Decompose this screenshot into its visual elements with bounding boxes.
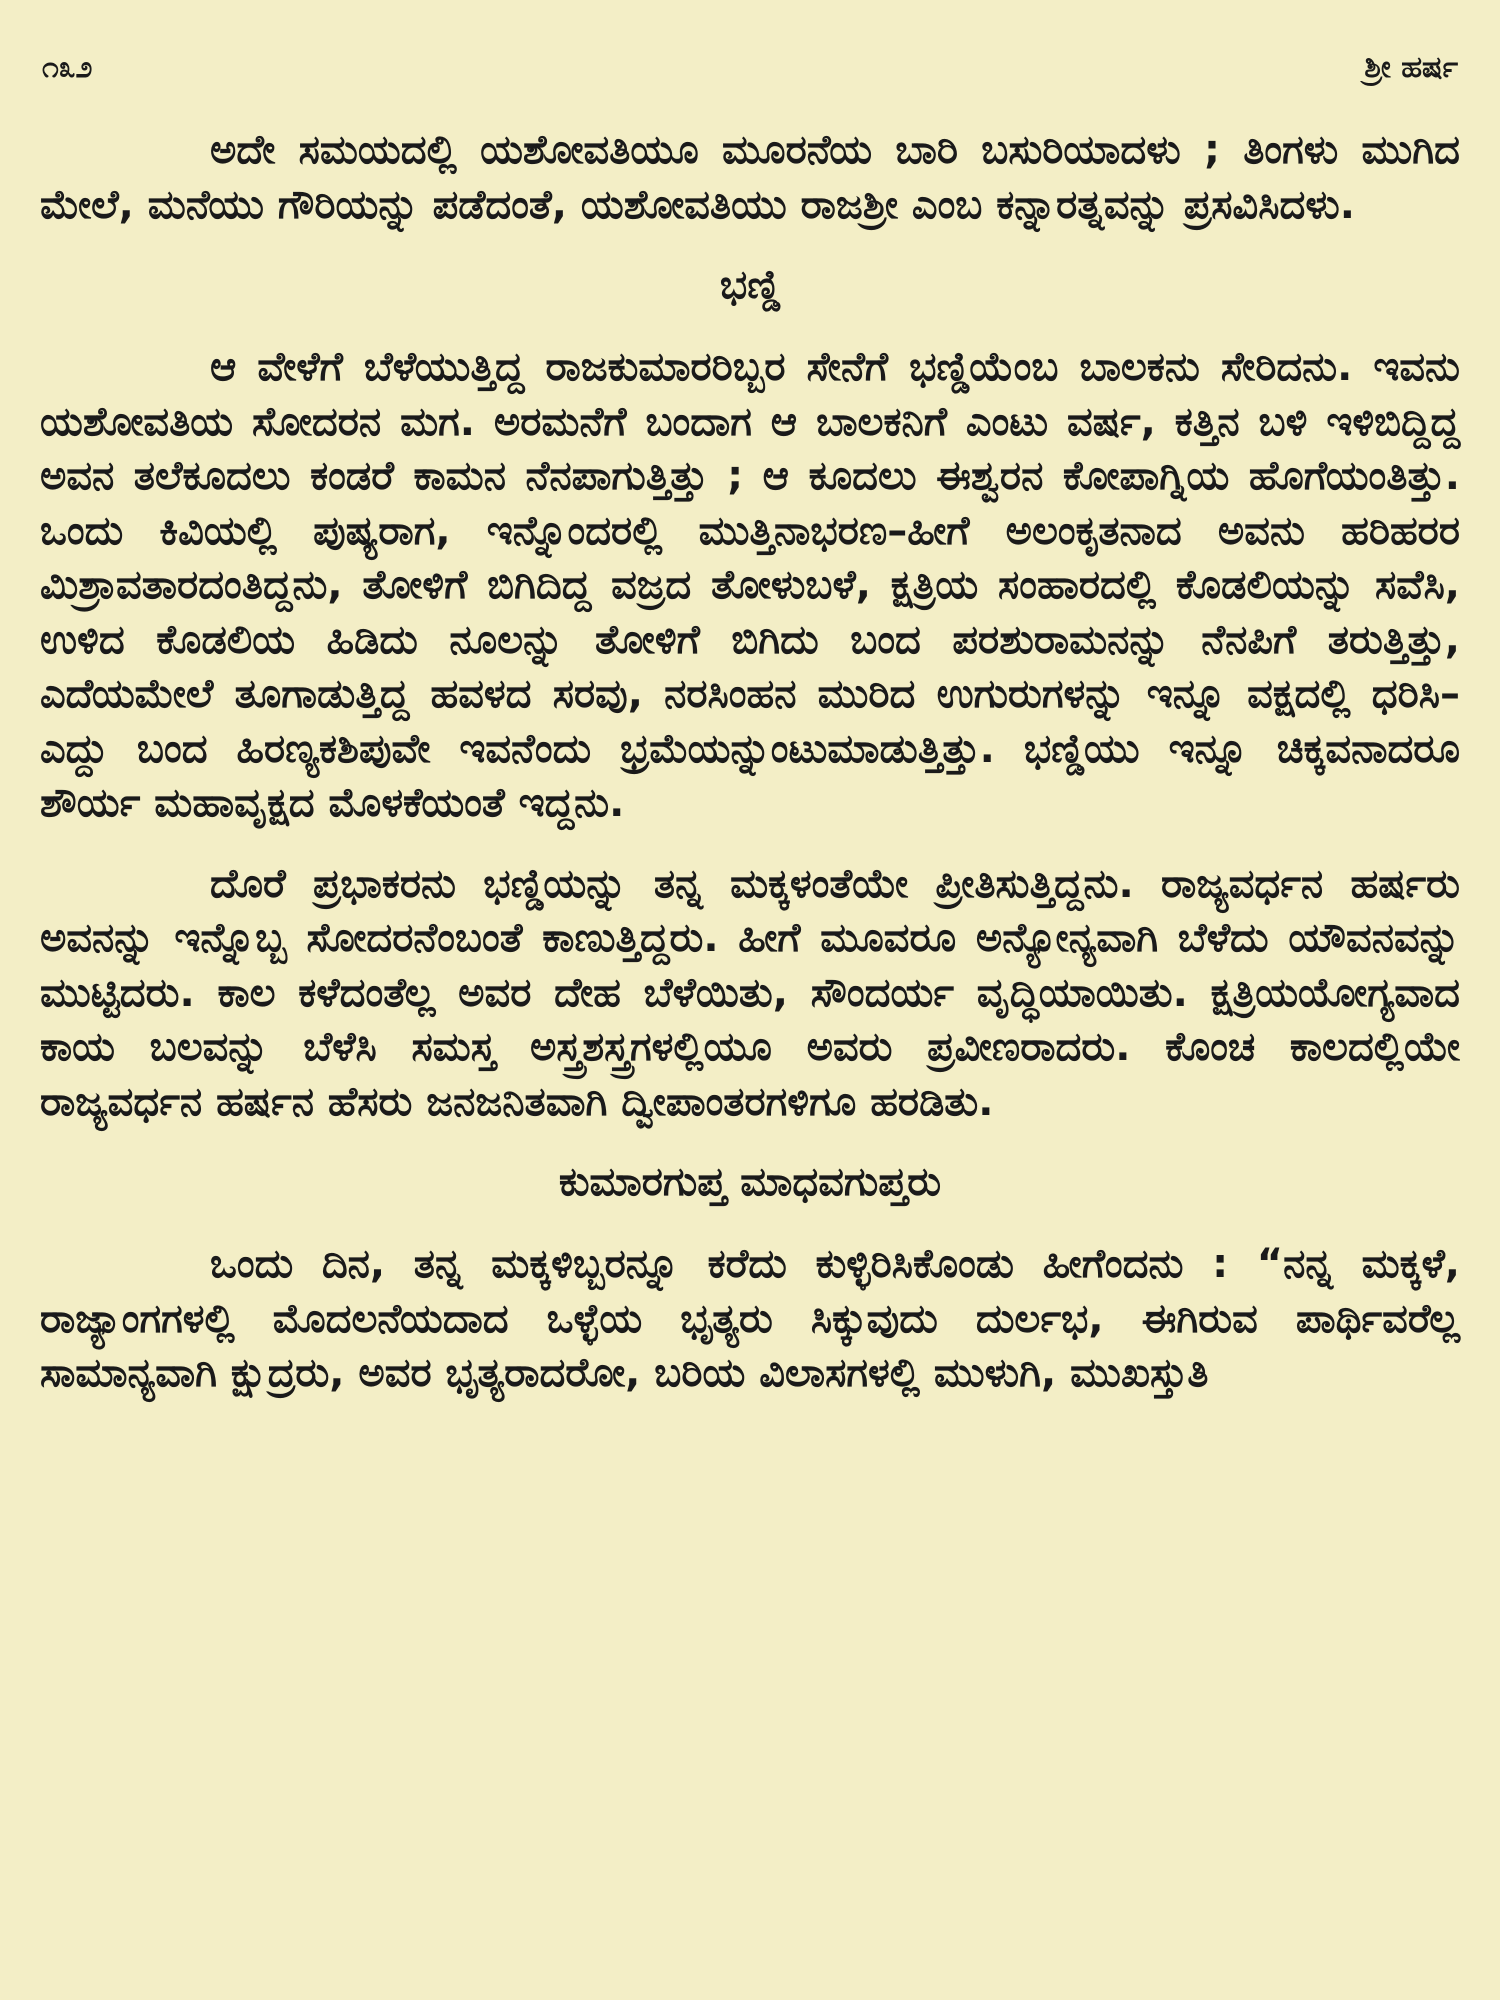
paragraph-three-brothers: ದೊರೆ ಪ್ರಭಾಕರನು ಭಣ್ಡಿಯನ್ನು ತನ್ನ ಮಕ್ಕಳಂತೆಯೇ ಪ್ರೀತಿಸುತ್ತಿದ್ದನು. ರಾಜ್ಯವರ್ಧನ ಹರ್ಷರು ಅವನನ್ನು ಇನ್ನೊಬ್ಬ ಸೋದರನೆಂಬಂತೆ ಕಾಣುತ್ತಿದ್ದರು. ಹೀಗೆ ಮೂವರೂ ಅನ್ಯೋನ್ಯವಾಗಿ ಬೆಳೆದು ಯೌವನವನ್ನು ಮುಟ್ಟಿದರು. ಕಾಲ ಕಳೆದಂತೆಲ್ಲ ಅವರ ದೇಹ ಬೆಳೆಯಿತು, ಸೌಂದರ್ಯ ವೃದ್ಧಿಯಾಯಿತು. ಕ್ಷತ್ರಿಯಯೋಗ್ಯವಾದ ಕಾಯ ಬಲವನ್ನು ಬೆಳೆಸಿ ಸಮಸ್ತ ಅಸ್ತ್ರಶಸ್ತ್ರಗಳಲ್ಲಿಯೂ ಅವರು ಪ್ರವೀಣರಾದರು. ಕೊಂಚ ಕಾಲದಲ್ಲಿಯೇ ರಾಜ್ಯವರ್ಧನ ಹರ್ಷನ ಹೆಸರು ಜನಜನಿತವಾಗಿ ದ್ವೀಪಾಂತರಗಳಿಗೂ ಹರಡಿತು. bbox=[40, 860, 1460, 1125]
page-number: ೧೩೨ bbox=[42, 50, 93, 85]
page-header bbox=[40, 50, 1460, 85]
paragraph-rajashri-birth: ಅದೇ ಸಮಯದಲ್ಲಿ ಯಶೋವತಿಯೂ ಮೂರನೆಯ ಬಾರಿ ಬಸುರಿಯಾದಳು ; ತಿಂಗಳು ಮುಗಿದ ಮೇಲೆ, ಮನೆಯು ಗೌರಿಯನ್ನು ಪಡೆದಂತೆ, ಯಶೋವತಿಯು ರಾಜಶ್ರೀ ಎಂಬ ಕನ್ನಾರತ್ನವನ್ನು ಪ್ರಸವಿಸಿದಳು. bbox=[40, 127, 1460, 228]
running-title: ಶ್ರೀ ಹರ್ಷ bbox=[1364, 50, 1458, 85]
section-heading-bhandi: ಭಣ್ಡಿ bbox=[719, 262, 781, 308]
paragraph-bhandi-description: ಆ ವೇಳೆಗೆ ಬೆಳೆಯುತ್ತಿದ್ದ ರಾಜಕುಮಾರರಿಬ್ಬರ ಸೇನೆಗೆ ಭಣ್ಡಿಯೆಂಬ ಬಾಲಕನು ಸೇರಿದನು. ಇವನು ಯಶೋವತಿಯ ಸೋದರನ ಮಗ. ಅರಮನೆಗೆ ಬಂದಾಗ ಆ ಬಾಲಕನಿಗೆ ಎಂಟು ವರ್ಷ, ಕತ್ತಿನ ಬಳಿ ಇಳಿಬಿದ್ದಿದ್ದ ಅವನ ತಲೆಕೂದಲು ಕಂಡರೆ ಕಾಮನ ನೆನಪಾಗುತ್ತಿತ್ತು ; ಆ ಕೂದಲು ಈಶ್ವರನ ಕೋಪಾಗ್ನಿಯ ಹೊಗೆಯಂತಿತ್ತು. ಒಂದು ಕಿವಿಯಲ್ಲಿ ಪುಷ್ಯರಾಗ, ಇನ್ನೊಂದರಲ್ಲಿ ಮುತ್ತಿನಾಭರಣ–ಹೀಗೆ ಅಲಂಕೃತನಾದ ಅವನು ಹರಿಹರರ ಮಿಶ್ರಾವತಾರದಂತಿದ್ದನು, ತೋಳಿಗೆ ಬಿಗಿದಿದ್ದ ವಜ್ರದ ತೋಳುಬಳೆ, ಕ್ಷತ್ರಿಯ ಸಂಹಾರದಲ್ಲಿ ಕೊಡಲಿಯನ್ನು ಸವೆಸಿ, ಉಳಿದ ಕೊಡಲಿಯ ಹಿಡಿದು ನೂಲನ್ನು ತೋಳಿಗೆ ಬಿಗಿದು ಬಂದ ಪರಶುರಾಮನನ್ನು ನೆನಪಿಗೆ ತರುತ್ತಿತ್ತು, ಎದೆಯಮೇಲೆ ತೂಗಾಡುತ್ತಿದ್ದ ಹವಳದ ಸರವು, ನರಸಿಂಹನ ಮುರಿದ ಉಗುರುಗಳನ್ನು ಇನ್ನೂ ವಕ್ಷದಲ್ಲಿ ಧರಿಸಿ–ಎದ್ದು ಬಂದ ಹಿರಣ್ಯಕಶಿಪುವೇ ಇವನೆಂದು ಭ್ರಮೆಯನ್ನುಂಟುಮಾಡುತ್ತಿತ್ತು. ಭಣ್ಡಿಯು ಇನ್ನೂ ಚಿಕ್ಕವನಾದರೂ ಶೌರ್ಯ ಮಹಾವೃಕ್ಷದ ಮೊಳಕೆಯಂತೆ ಇದ್ದನು. bbox=[40, 344, 1460, 826]
paragraph-king-speech: ಒಂದು ದಿನ, ತನ್ನ ಮಕ್ಕಳಿಬ್ಬರನ್ನೂ ಕರೆದು ಕುಳ್ಳಿರಿಸಿಕೊಂಡು ಹೀಗೆಂದನು : “ನನ್ನ ಮಕ್ಕಳೆ, ರಾಜ್ಯಾಂಗಗಳಲ್ಲಿ ಮೊದಲನೆಯದಾದ ಒಳ್ಳೆಯ ಭೃತ್ಯರು ಸಿಕ್ಕುವುದು ದುರ್ಲಭ, ಈಗಿರುವ ಪಾರ್ಥಿವರೆಲ್ಲ ಸಾಮಾನ್ಯವಾಗಿ ಕ್ಷುದ್ರರು, ಅವರ ಭೃತ್ಯರಾದರೋ, ಬರಿಯ ವಿಲಾಸಗಳಲ್ಲಿ ಮುಳುಗಿ, ಮುಖಸ್ತುತಿ bbox=[40, 1241, 1460, 1396]
section-heading-kumaragupta: ಕುಮಾರಗುಪ್ತ ಮಾಧವಗುಪ್ತರು bbox=[558, 1159, 942, 1205]
